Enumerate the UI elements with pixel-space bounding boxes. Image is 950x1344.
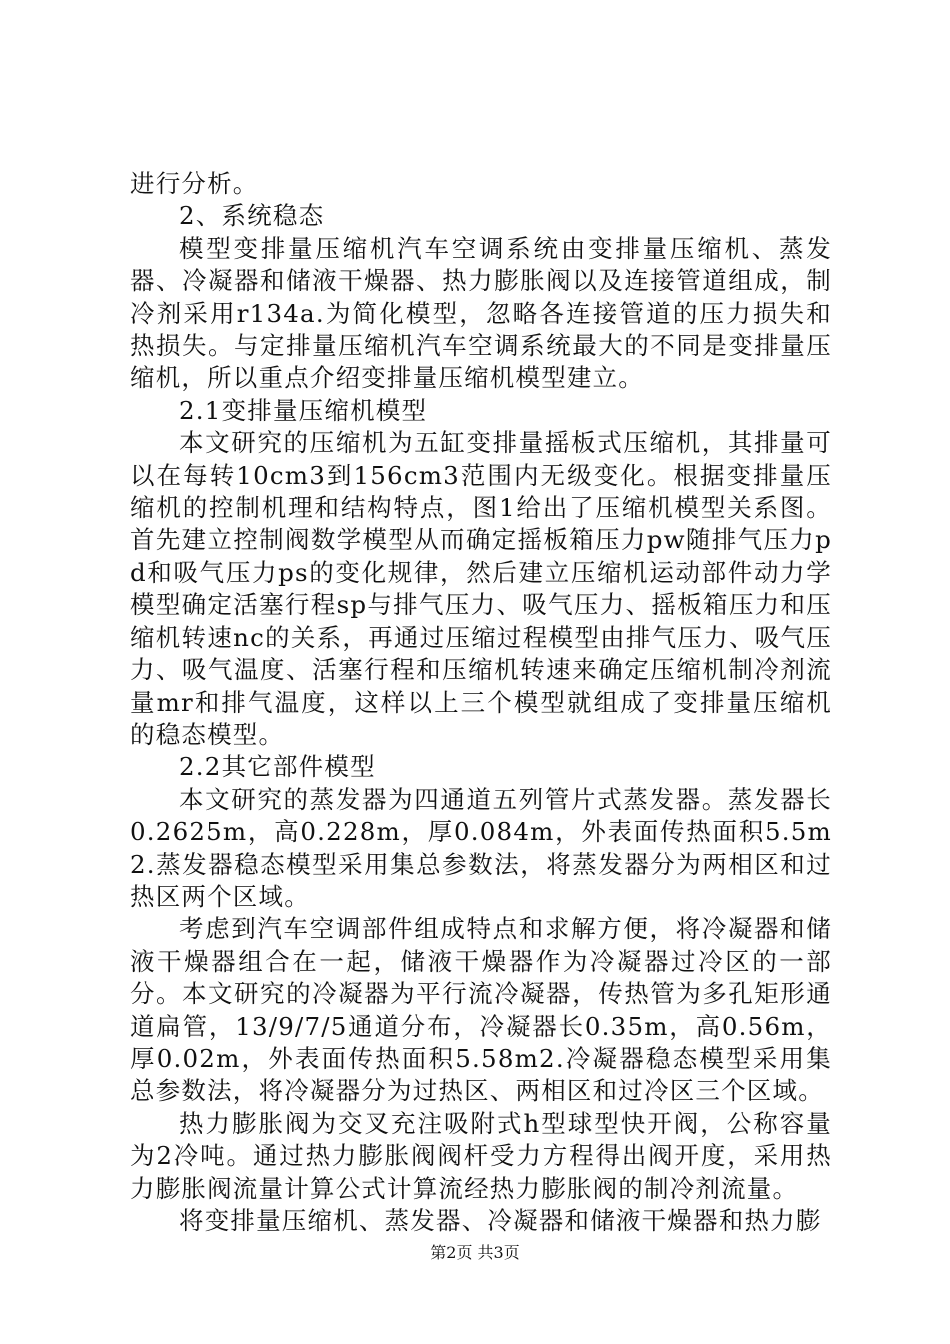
paragraph-system-overview: 模型变排量压缩机汽车空调系统由变排量压缩机、蒸发器、冷凝器和储液干燥器、热力膨胀阀以及连接管道组成，制冷剂采用r134a.为简化模型，忽略各连接管道的压力损失和热损失。与定排量压缩机汽车空调系统最大的不同是变排量压缩机，所以重点介绍变排量压缩机模型建立。: [130, 233, 832, 393]
paragraph-system-assembly: 将变排量压缩机、蒸发器、冷凝器和储液干燥器和热力膨: [179, 1206, 822, 1235]
section-heading-other-components: 2.2其它部件模型: [179, 752, 376, 782]
paragraph-intro-continuation: 进行分析。: [130, 169, 259, 198]
paragraph-condenser: 考虑到汽车空调部件组成特点和求解方便，将冷凝器和储液干燥器组合在一起，储液干燥器作为冷凝器过冷区的一部分。本文研究的冷凝器为平行流冷凝器，传热管为多孔矩形通道扁管，13/9/7/5通道分布，冷凝器长0.35m，高0.56m，厚0.02m，外表面传热面积5.58m2.冷凝器稳态模型采用集总参数法，将冷凝器分为过热区、两相区和过冷区三个区域。: [130, 914, 832, 1106]
paragraph-expansion-valve: 热力膨胀阀为交叉充注吸附式h型球型快开阀，公称容量为2冷吨。通过热力膨胀阀阀杆受力方程得出阀开度，采用热力膨胀阀流量计算公式计算流经热力膨胀阀的制冷剂流量。: [130, 1108, 832, 1203]
page-number-footer: 第2页 共3页: [430, 1243, 520, 1262]
paragraph-evaporator: 本文研究的蒸发器为四通道五列管片式蒸发器。蒸发器长0.2625m，高0.228m，厚0.084m，外表面传热面积5.5m2.蒸发器稳态模型采用集总参数法，将蒸发器分为两相区和过热区两个区域。: [130, 784, 832, 911]
section-heading-compressor-model: 2.1变排量压缩机模型: [179, 395, 428, 425]
section-heading-system-steady-state: 2、系统稳态: [179, 201, 325, 231]
document-body: [130, 168, 832, 1237]
paragraph-compressor-model: 本文研究的压缩机为五缸变排量摇板式压缩机，其排量可以在每转10cm3到156cm3范围内无级变化。根据变排量压缩机的控制机理和结构特点，图1给出了压缩机模型关系图。首先建立控制阀数学模型从而确定摇板箱压力pw随排气压力pd和吸气压力ps的变化规律，然后建立压缩机运动部件动力学模型确定活塞行程sp与排气压力、吸气压力、摇板箱压力和压缩机转速nc的关系，再通过压缩过程模型由排气压力、吸气压力、吸气温度、活塞行程和压缩机转速来确定压缩机制冷剂流量mr和排气温度，这样以上三个模型就组成了变排量压缩机的稳态模型。: [130, 428, 832, 749]
